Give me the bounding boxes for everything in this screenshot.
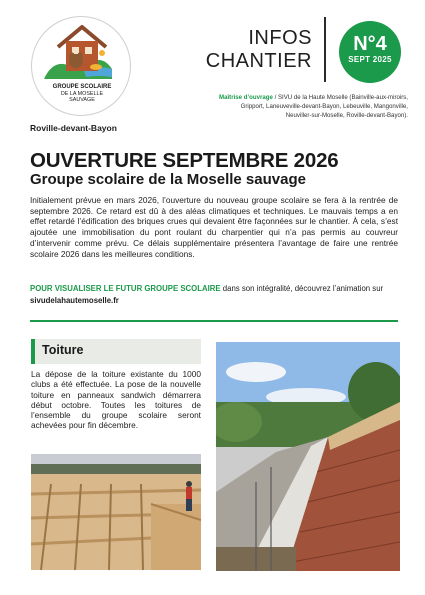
headline: OUVERTURE SEPTEMBRE 2026 [30, 149, 339, 172]
section-header-toiture [31, 339, 201, 364]
town-name: Roville-devant-Bayon [30, 123, 117, 133]
website-link[interactable]: sivudelahautemoselle.fr [30, 295, 119, 305]
section-title: Toiture [42, 343, 84, 357]
logo-subtitle-line: DE LA MOSELLE [60, 91, 104, 97]
chantier-line: CHANTIER [205, 50, 312, 72]
logo-subtitle [32, 91, 131, 103]
header-divider [324, 17, 326, 82]
maitrise-text: / SIVU de la Haute Moselle (Bainville-aux-miroirs, [272, 94, 408, 101]
cta-highlight: POUR VISUALISER LE FUTUR GROUPE SCOLAIRE [30, 284, 221, 293]
cta-paragraph [30, 283, 398, 306]
logo-title: GROUPE SCOLAIRE [52, 84, 112, 90]
section-divider [30, 320, 398, 322]
issue-badge [339, 21, 401, 83]
logo-subtitle-line: SAUVAGE [69, 97, 95, 104]
roof-tiles-photo [216, 342, 400, 571]
school-logo [31, 16, 131, 116]
issue-date: SEPT 2025 [348, 55, 392, 64]
maitrise-text: Neuviller-sur-Moselle, Roville-devant-Bayon). [285, 112, 408, 120]
maitrise-ouvrage [158, 93, 408, 121]
issue-number: N°4 [353, 33, 387, 55]
toiture-paragraph: La dépose de la toiture existante du 1000 clubs a été effectuée. La pose de la nouvelle toiture en panneaux sandwich démarrera début octobre. Toutes les toitures de l’ensemble du groupe scolaire seront achevées pour fin décembre. [31, 369, 201, 431]
infos-line: INFOS [248, 27, 312, 49]
maitrise-row [158, 93, 408, 102]
intro-paragraph: Initialement prévue en mars 2026, l’ouverture du nouveau groupe scolaire se fera à la rentrée de septembre 2026. Ce retard est dû à des aléas climatiques et techniques. Le mauvais temps a en effet retardé l’édification des briques crues qui devaient être façonnées sur le chantier. À cela, s’est ajoutée une immobilisation du pont roulant du charpentier qui n’a pas permis au couvreur d’intervenir comme prévu. Ce délais supplémentaire présentera l’avantage de faire une rentrée scolaire 2026 dans les meilleures conditions. [30, 195, 398, 259]
subheadline: Groupe scolaire de la Moselle sauvage [30, 171, 306, 188]
cta-text: dans son intégralité, découvrez l’animation sur [220, 284, 384, 293]
section-accent-bar [31, 339, 35, 364]
maitrise-label: Maîtrise d’ouvrage [219, 94, 273, 101]
roof-construction-photo [31, 454, 201, 570]
maitrise-text: Gripport, Laneuveville-devant-Bayon, Lebeuville, Mangonville, [240, 103, 408, 111]
infos-chantier-title [190, 27, 312, 73]
